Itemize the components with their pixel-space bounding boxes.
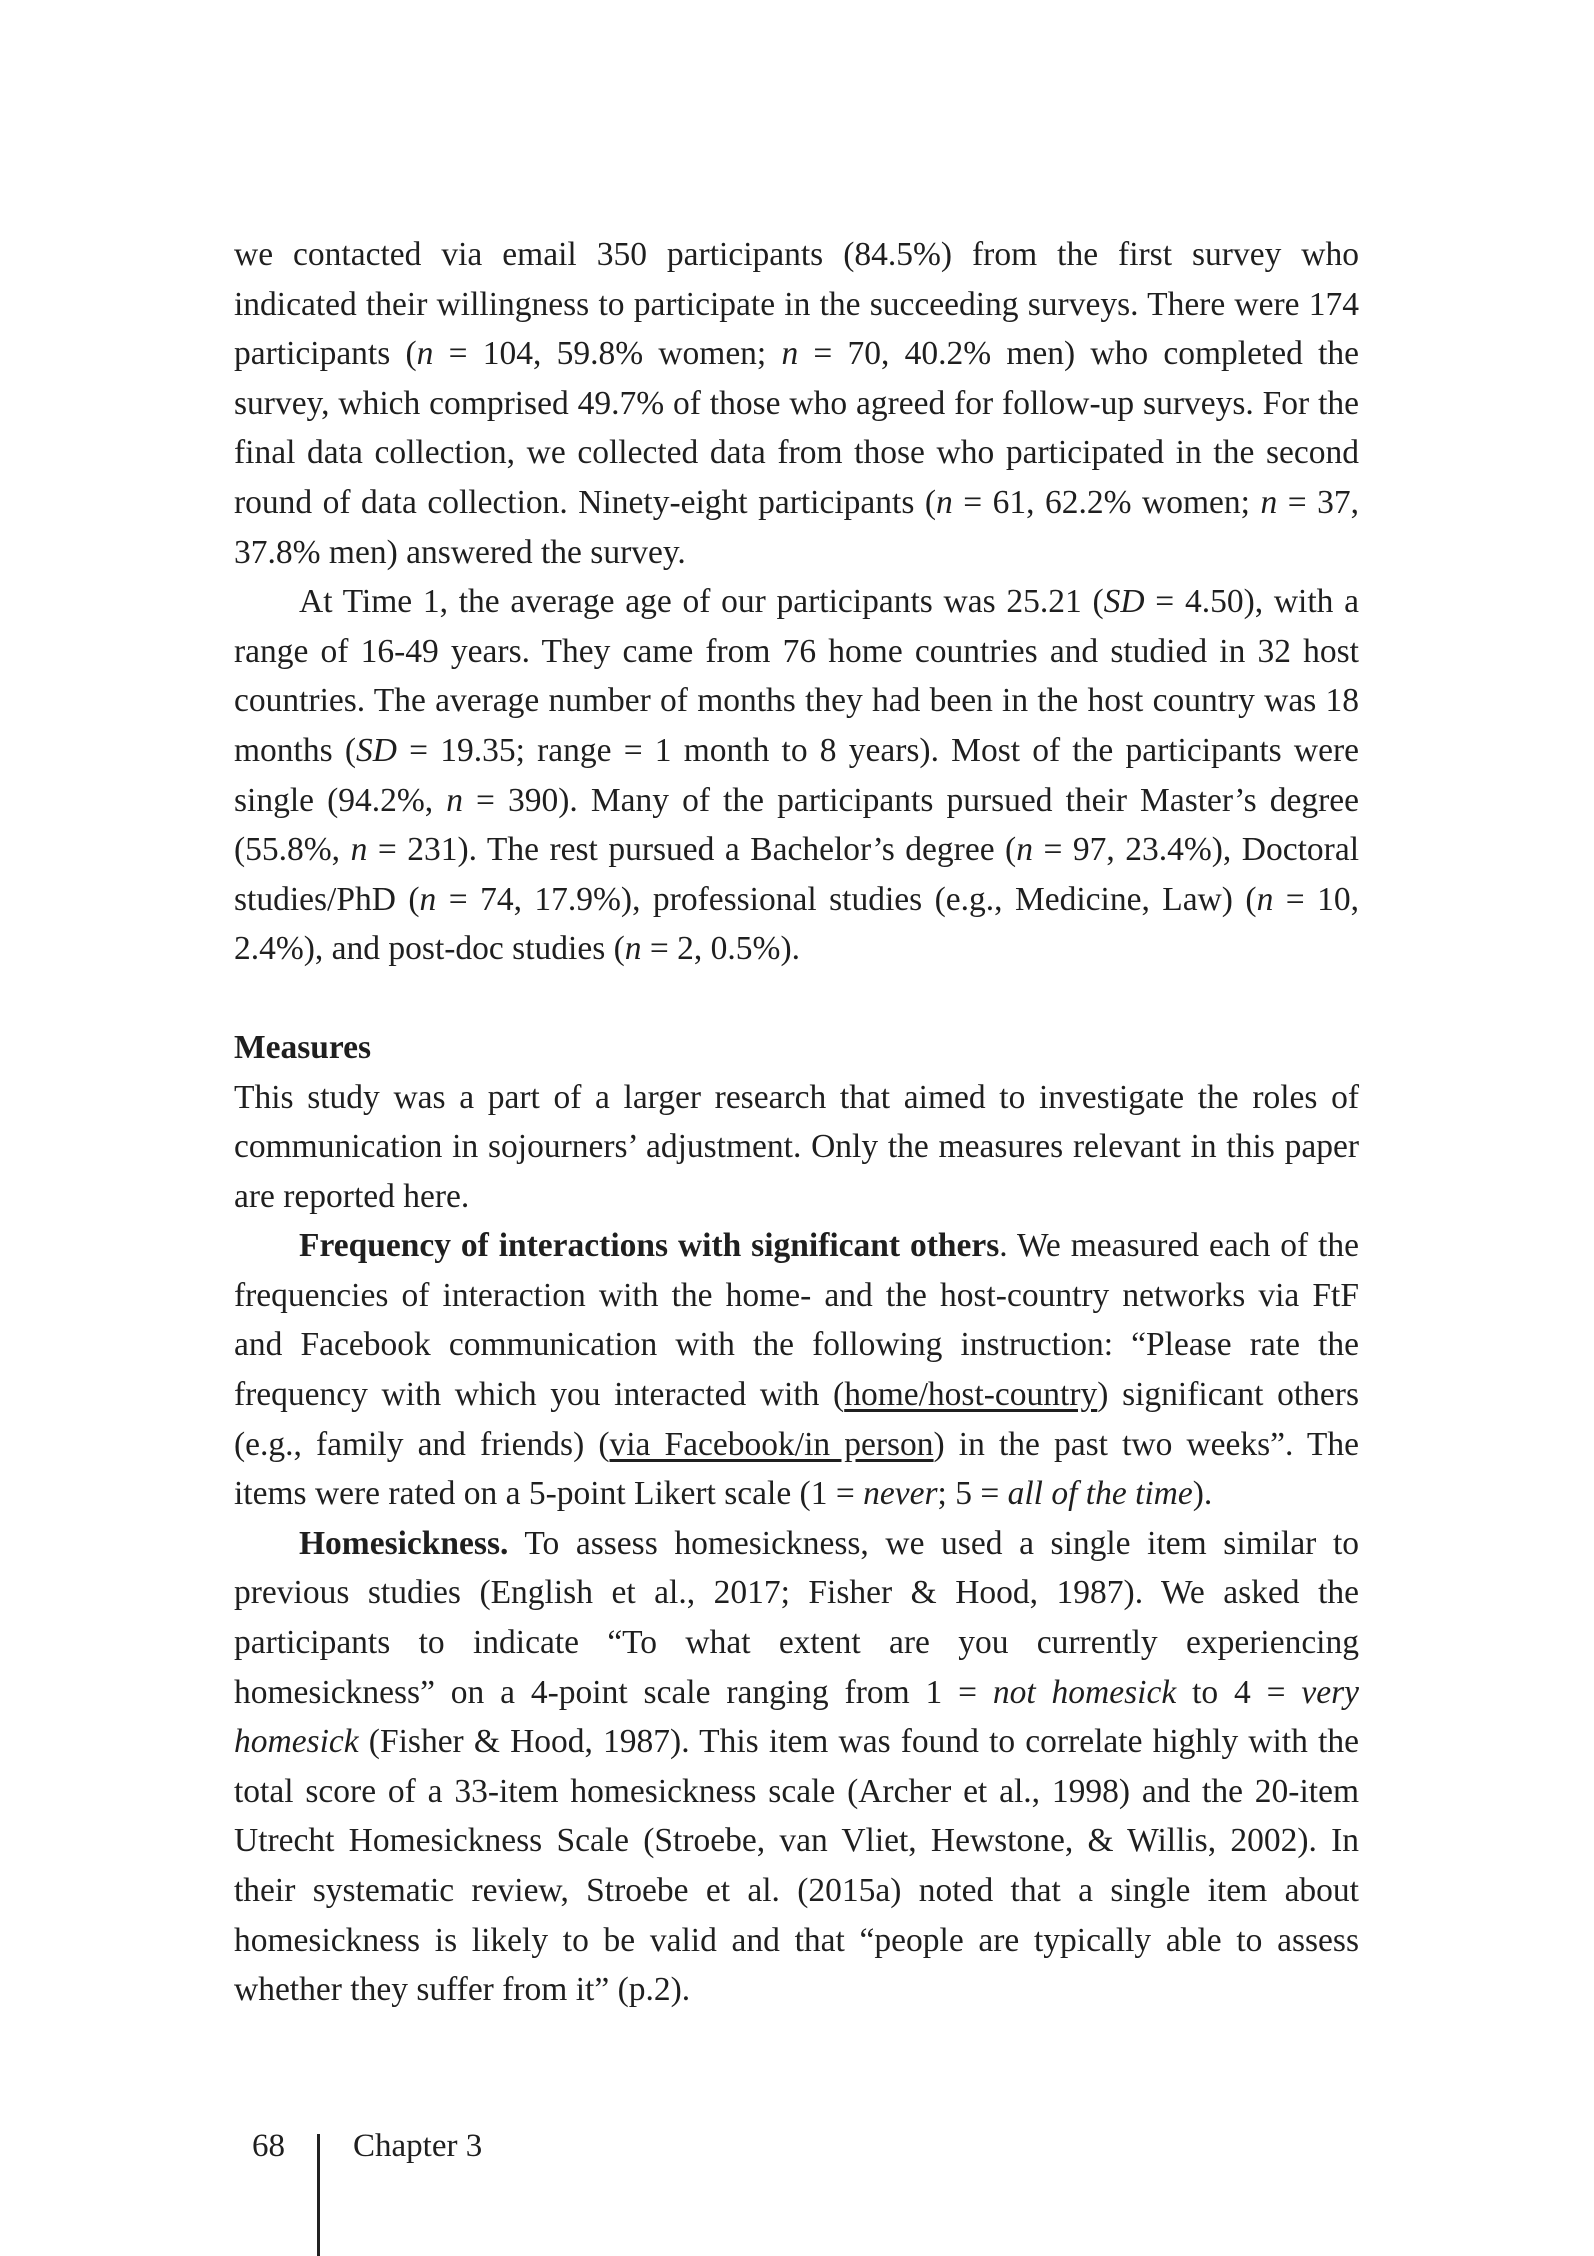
run-in-heading-homesickness: Homesickness. — [299, 1524, 509, 1562]
italic-never: never — [863, 1475, 938, 1513]
page-body — [234, 230, 1359, 2015]
text-run: ; 5 = — [937, 1475, 1008, 1513]
italic-n: n — [936, 483, 953, 521]
text-run: to 4 = — [1176, 1673, 1302, 1711]
text-run: = 70, 40.2% men) who completed the survey, which comprised 49.7% of those who agreed for follow-up surveys. For the final data collection, we collected data from those who participated in the second round of data collection. Ninety-eight participants ( — [234, 335, 1360, 521]
italic-n: n — [416, 335, 434, 373]
italic-not-homesick: not homesick — [992, 1673, 1177, 1711]
italic-n: n — [1260, 483, 1278, 521]
underlined-home-host-country: home/host-country — [844, 1376, 1098, 1414]
text-run: (Fisher & Hood, 1987). This item was found to correlate highly with the total score of a 33-item homesickness scale (Archer et al., 1998) and the 20-item Utrecht Homesickness Scale (Stroebe, van Vliet, Hewstone, & Willis, 2002). In their systematic review, Stroebe et al. (2015a) noted that a single item about homesickness is likely to be valid and that “people are typically able to assess whether they suffer from it” (p.2). — [234, 1723, 1359, 2009]
paragraph-frequency-measure — [234, 1221, 1359, 1519]
text-run: = 37, 37.8% men) answered the survey. — [234, 483, 1359, 571]
italic-n: n — [446, 781, 463, 819]
text-run: To assess homesickness, we used a single item similar to previous studies (English et al., 2017; Fisher & Hood, 1987). We asked the participants to indicate “To what extent are you currently experiencing homesickness” on a 4-point scale ranging from 1 = — [234, 1524, 1359, 1711]
chapter-label: Chapter 3 — [353, 2128, 483, 2164]
text-run: ). — [1192, 1475, 1213, 1513]
text-run: we contacted via email 350 participants (84.5%) from the first survey who indicated their willingness to participate in the succeeding surveys. There were 174 participants ( — [234, 236, 1359, 373]
italic-all-of-the-time: all of the time — [1007, 1475, 1193, 1513]
page-footer — [0, 2128, 1594, 2250]
text-run: At Time 1, the average age of our participants was 25.21 ( — [299, 583, 1104, 621]
text-run: = 104, 59.8% women; — [433, 335, 782, 373]
text-run: = 390). Many of the participants pursued their Master’s degree (55.8%, — [234, 781, 1359, 869]
paragraph-measures-intro: This study was a part of a larger research that aimed to investigate the roles of communication in sojourners’ adjustment. Only the measures relevant in this paper are reported here. — [234, 1078, 1359, 1215]
page-number: 68 — [252, 2128, 285, 2164]
text-run: = 10, 2.4%), and post-doc studies ( — [234, 880, 1359, 968]
italic-n: n — [624, 930, 642, 968]
text-run: = 2, 0.5%). — [641, 930, 800, 968]
text-run: = 74, 17.9%), professional studies (e.g., Medicine, Law) ( — [436, 880, 1257, 918]
paragraph-participants-followup — [234, 230, 1359, 577]
text-run: = 97, 23.4%), Doctoral studies/PhD ( — [234, 831, 1360, 918]
italic-n: n — [1256, 880, 1274, 918]
underlined-facebook-in-person: via Facebook/in person — [609, 1425, 934, 1463]
italic-n: n — [419, 880, 437, 918]
paragraph-demographics — [234, 577, 1359, 974]
section-heading-measures: Measures — [234, 1028, 372, 1066]
footer-divider — [317, 2134, 320, 2256]
italic-n: n — [1016, 831, 1033, 869]
italic-n: n — [781, 335, 799, 373]
italic-sd: SD — [1103, 583, 1145, 621]
italic-n: n — [350, 831, 368, 869]
paragraph-homesickness-measure — [234, 1519, 1359, 2015]
italic-sd: SD — [356, 731, 397, 769]
run-in-heading-frequency: Frequency of interactions with significant others — [299, 1227, 1000, 1265]
text-run: ) in the past two weeks”. The items were rated on a 5-point Likert scale (1 = — [234, 1425, 1359, 1513]
text-run: = 19.35; range = 1 month to 8 years). Most of the participants were single (94.2%, — [234, 731, 1360, 819]
text-run: . We measured each of the frequencies of interaction with the home- and the host-country networks via FtF and Facebook communication with the following instruction: “Please rate the frequency with which you interacted with ( — [234, 1227, 1359, 1414]
italic-very-homesick: very homesick — [234, 1673, 1360, 1761]
text-run: = 231). The rest pursued a Bachelor’s degree ( — [367, 831, 1017, 869]
text-run: = 4.50), with a range of 16-49 years. They came from 76 home countries and studied in 32 host countries. The average number of months they had been in the host country was 18 months ( — [234, 583, 1359, 769]
text-run: ) significant others (e.g., family and friends) ( — [234, 1376, 1359, 1463]
text-run: = 61, 62.2% women; — [952, 483, 1261, 521]
